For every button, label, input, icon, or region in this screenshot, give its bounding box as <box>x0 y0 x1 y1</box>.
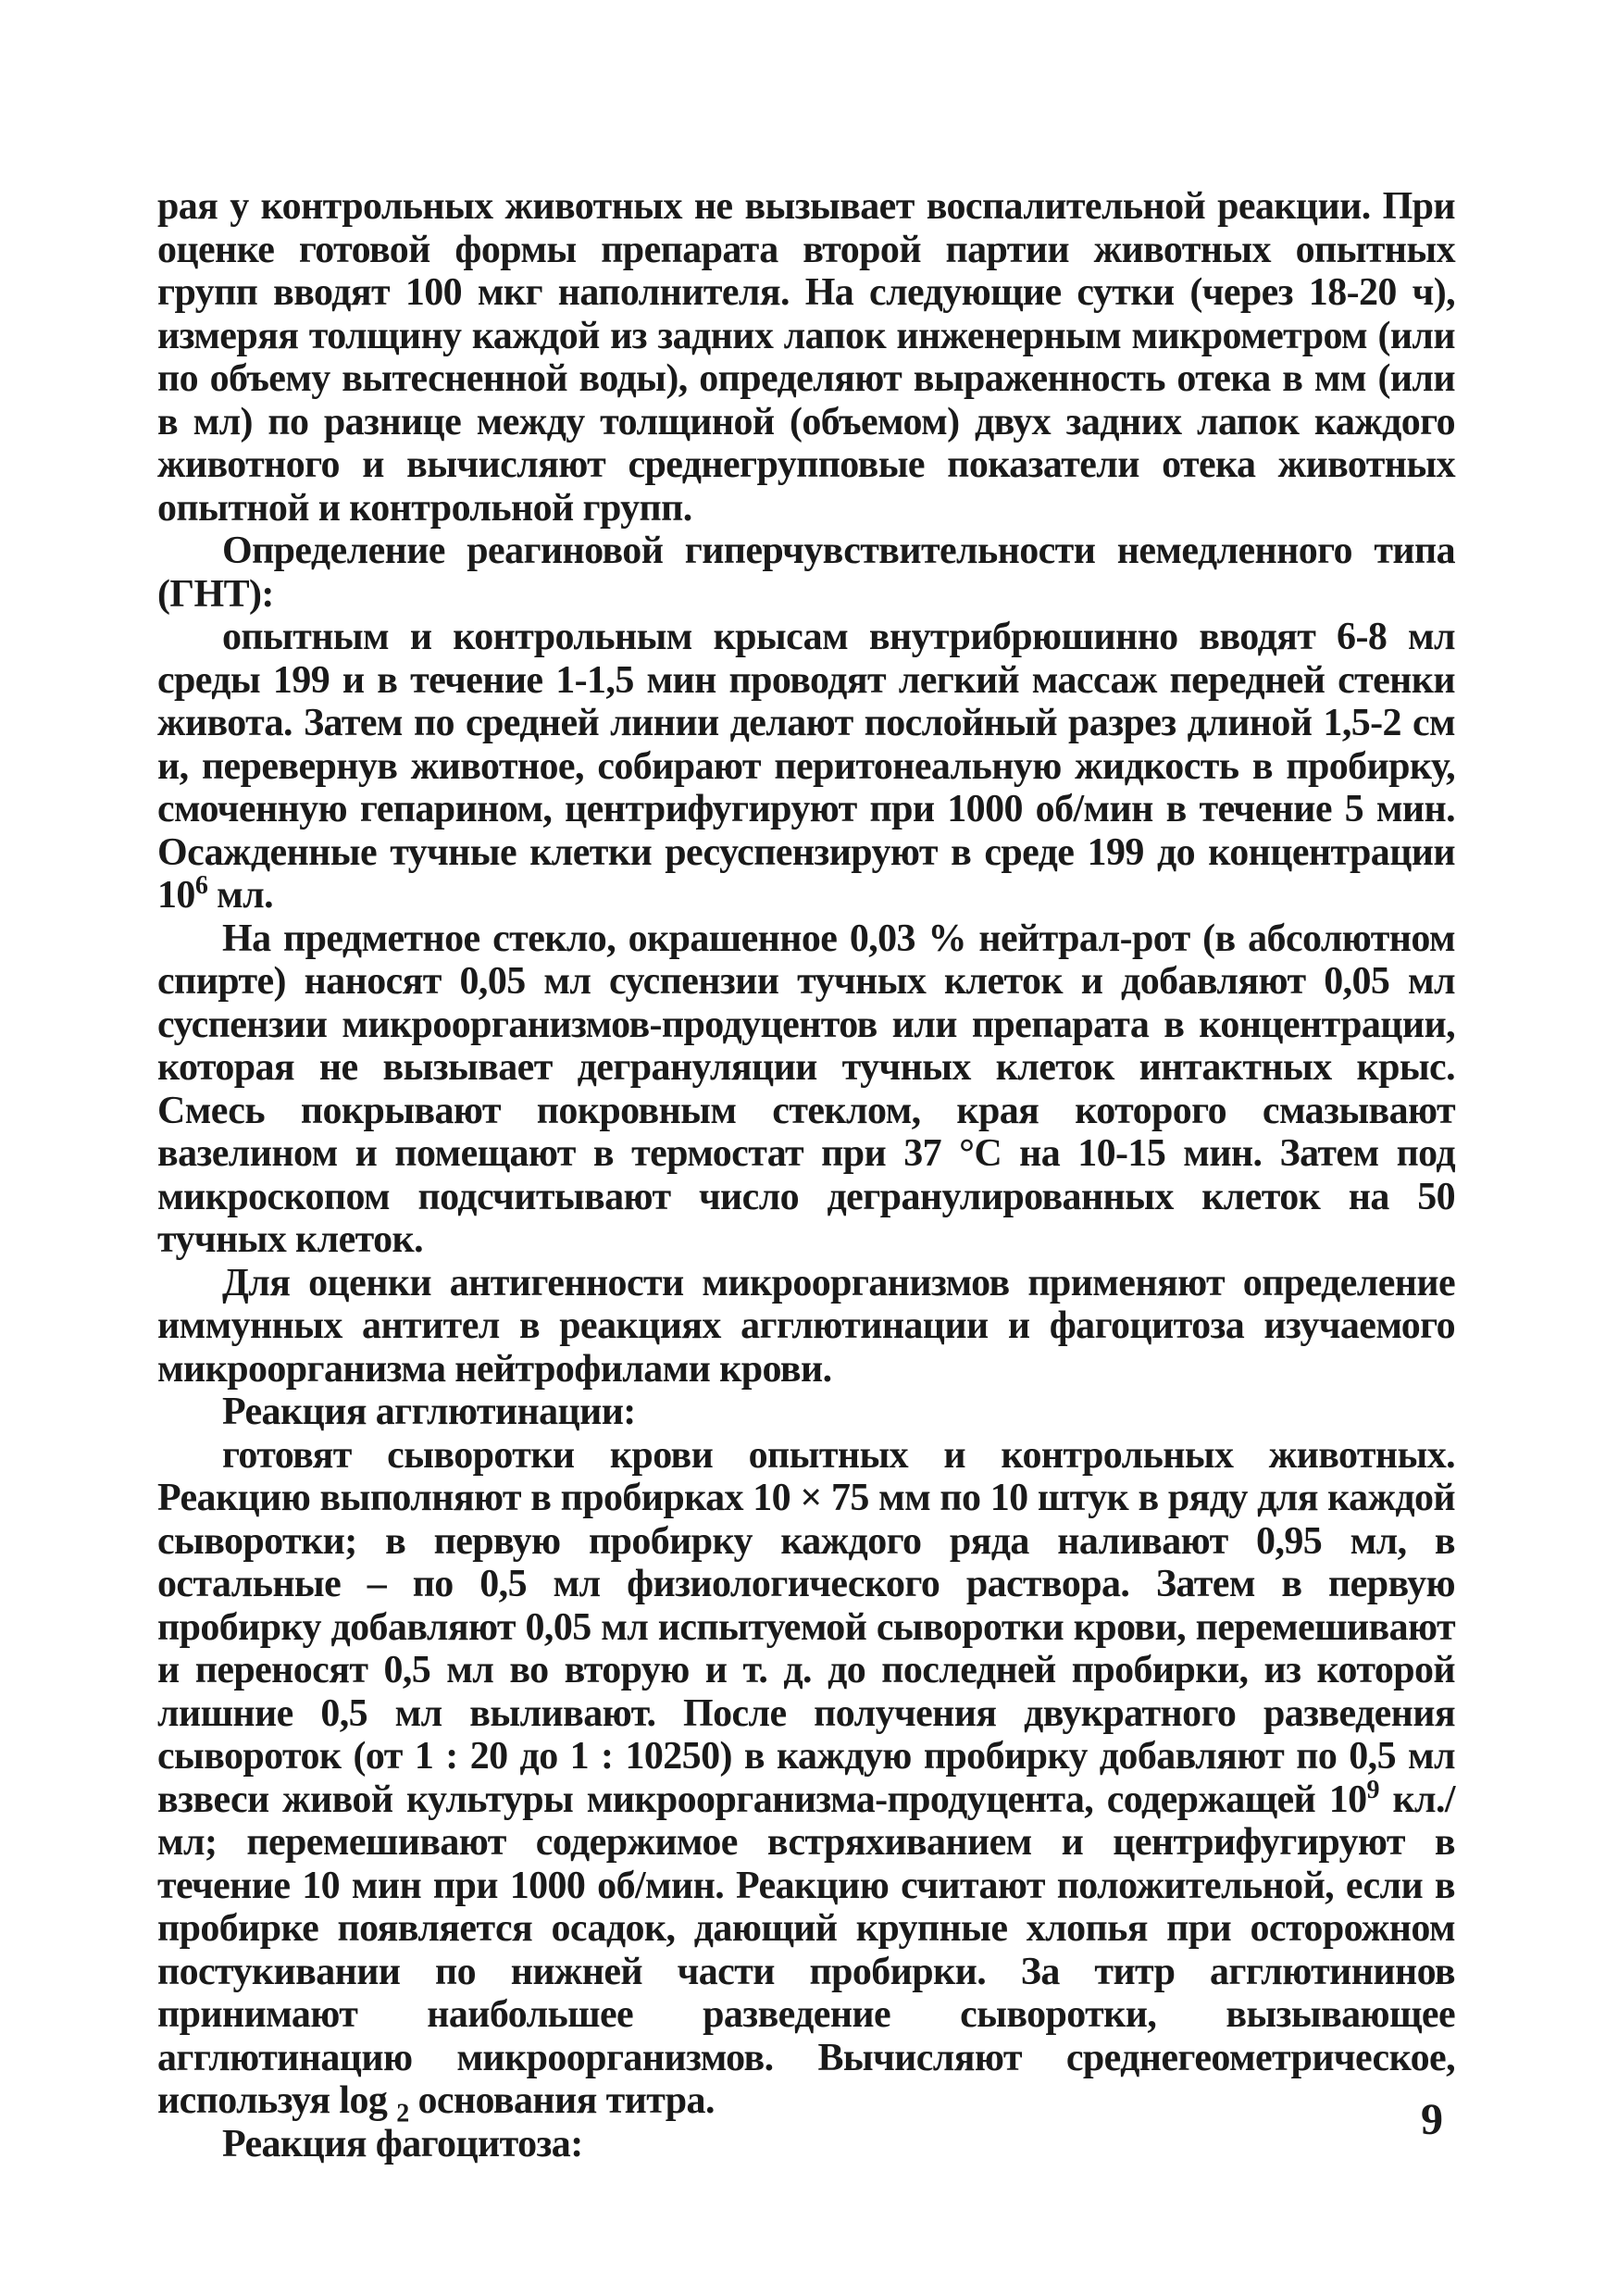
paragraph-slide-procedure: На предметное стекло, окрашенное 0,03 % нейтрал-рот (в абсолютном спирте) наносят 0,05 мл суспензии тучных клеток и добавляют 0,05 мл суспензии микроорганизмов-продуцентов или препарата в концентрации, которая не вызывает дегрануляции тучных клеток интактных крыс. Смесь покрывают покровным стеклом, края которого смазывают вазелином и помещают в термостат при 37 °С на 10-15 мин. Затем под микроскопом подсчитывают число дегранулированных клеток на 50 тучных клеток. <box>157 917 1455 1261</box>
agglutination-text-end: основания титра. <box>408 2079 715 2122</box>
paragraph-agglutination-procedure <box>157 1433 1455 2128</box>
heading-reagin-hypersensitivity: Определение реагиновой гиперчувствительности немедленного типа (ГНТ): <box>157 530 1455 616</box>
exponent-9: 9 <box>1366 1775 1379 1804</box>
agglutination-text-middle: кл./мл; перемешивают содержимое встряхиванием и центрифугируют в течение 10 мин при 1000 об/мин. Реакцию считают положительной, если в пробирке появляется осадок, дающий крупные хлопья при осторожном постукивании по нижней части пробирки. За титр агглютининов принимают наибольшее разведение сыворотки, вызывающее агглютинацию микроорганизмов. Вычисляют среднегеометрическое, используя log <box>157 1778 1455 2122</box>
paragraph-edema-measurement: рая у контрольных животных не вызывает воспалительной реакции. При оценке готовой формы препарата второй партии животных опытных групп вводят 100 мкг наполнителя. На следующие сутки (через 18-20 ч), измеряя толщину каждой из задних лапок инженерным микрометром (или по объему вытесненной воды), определяют выраженность отека в мм (или в мл) по разнице между толщиной (объемом) двух задних лапок каждого животного и вычисляют среднегрупповые показатели отека животных опытной и контрольной групп. <box>157 185 1455 530</box>
log-base-2: 2 <box>396 2099 409 2128</box>
page-number: 9 <box>1421 2095 1443 2144</box>
exponent-6: 6 <box>194 871 208 900</box>
heading-agglutination: Реакция агглютинации: <box>222 1391 636 1433</box>
mast-cell-text: опытным и контрольным крысам внутрибрюшинно вводят 6-8 мл среды 199 и в течение 1-1,5 мин проводят легкий массаж передней стенки живота. Затем по средней линии делают послойный разрез длиной 1,5-2 см и, перевернув животное, собирают перитонеальную жидкость в пробирку, смоченную гепарином, центрифугируют при 1000 об/мин в течение 5 мин. Осажденные тучные клетки ресуспензируют в среде 199 до концентрации 10 <box>157 616 1455 917</box>
heading-phagocytosis: Реакция фагоцитоза: <box>222 2122 583 2165</box>
agglutination-text: готовят сыворотки крови опытных и контрольных животных. Реакцию выполняют в пробирках 10 × 75 мм по 10 штук в ряду для каждой сыворотки; в первую пробирку каждого ряда наливают 0,95 мл, в остальные – по 0,5 мл физиологического раствора. Затем в первую пробирку добавляют 0,05 мл испытуемой сыворотки крови, перемешивают и переносят 0,5 мл во вторую и т. д. до последней пробирки, из которой лишние 0,5 мл выливают. После получения двукратного разведения сывороток (от 1 : 20 до 1 : 10250) в каждую пробирку добавляют по 0,5 мл взвеси живой культуры микроорганизма-продуцента, содержащей 10 <box>157 1433 1455 1821</box>
paragraph-mast-cell-collection <box>157 616 1455 917</box>
paragraph-antigenicity: Для оценки антигенности микроорганизмов применяют определение иммунных антител в реакциях агглютинации и фагоцитоза изучаемого микроорганизма нейтрофилами крови. <box>157 1261 1455 1391</box>
page-body <box>157 185 1455 2165</box>
mast-cell-text-end: мл. <box>207 874 273 917</box>
